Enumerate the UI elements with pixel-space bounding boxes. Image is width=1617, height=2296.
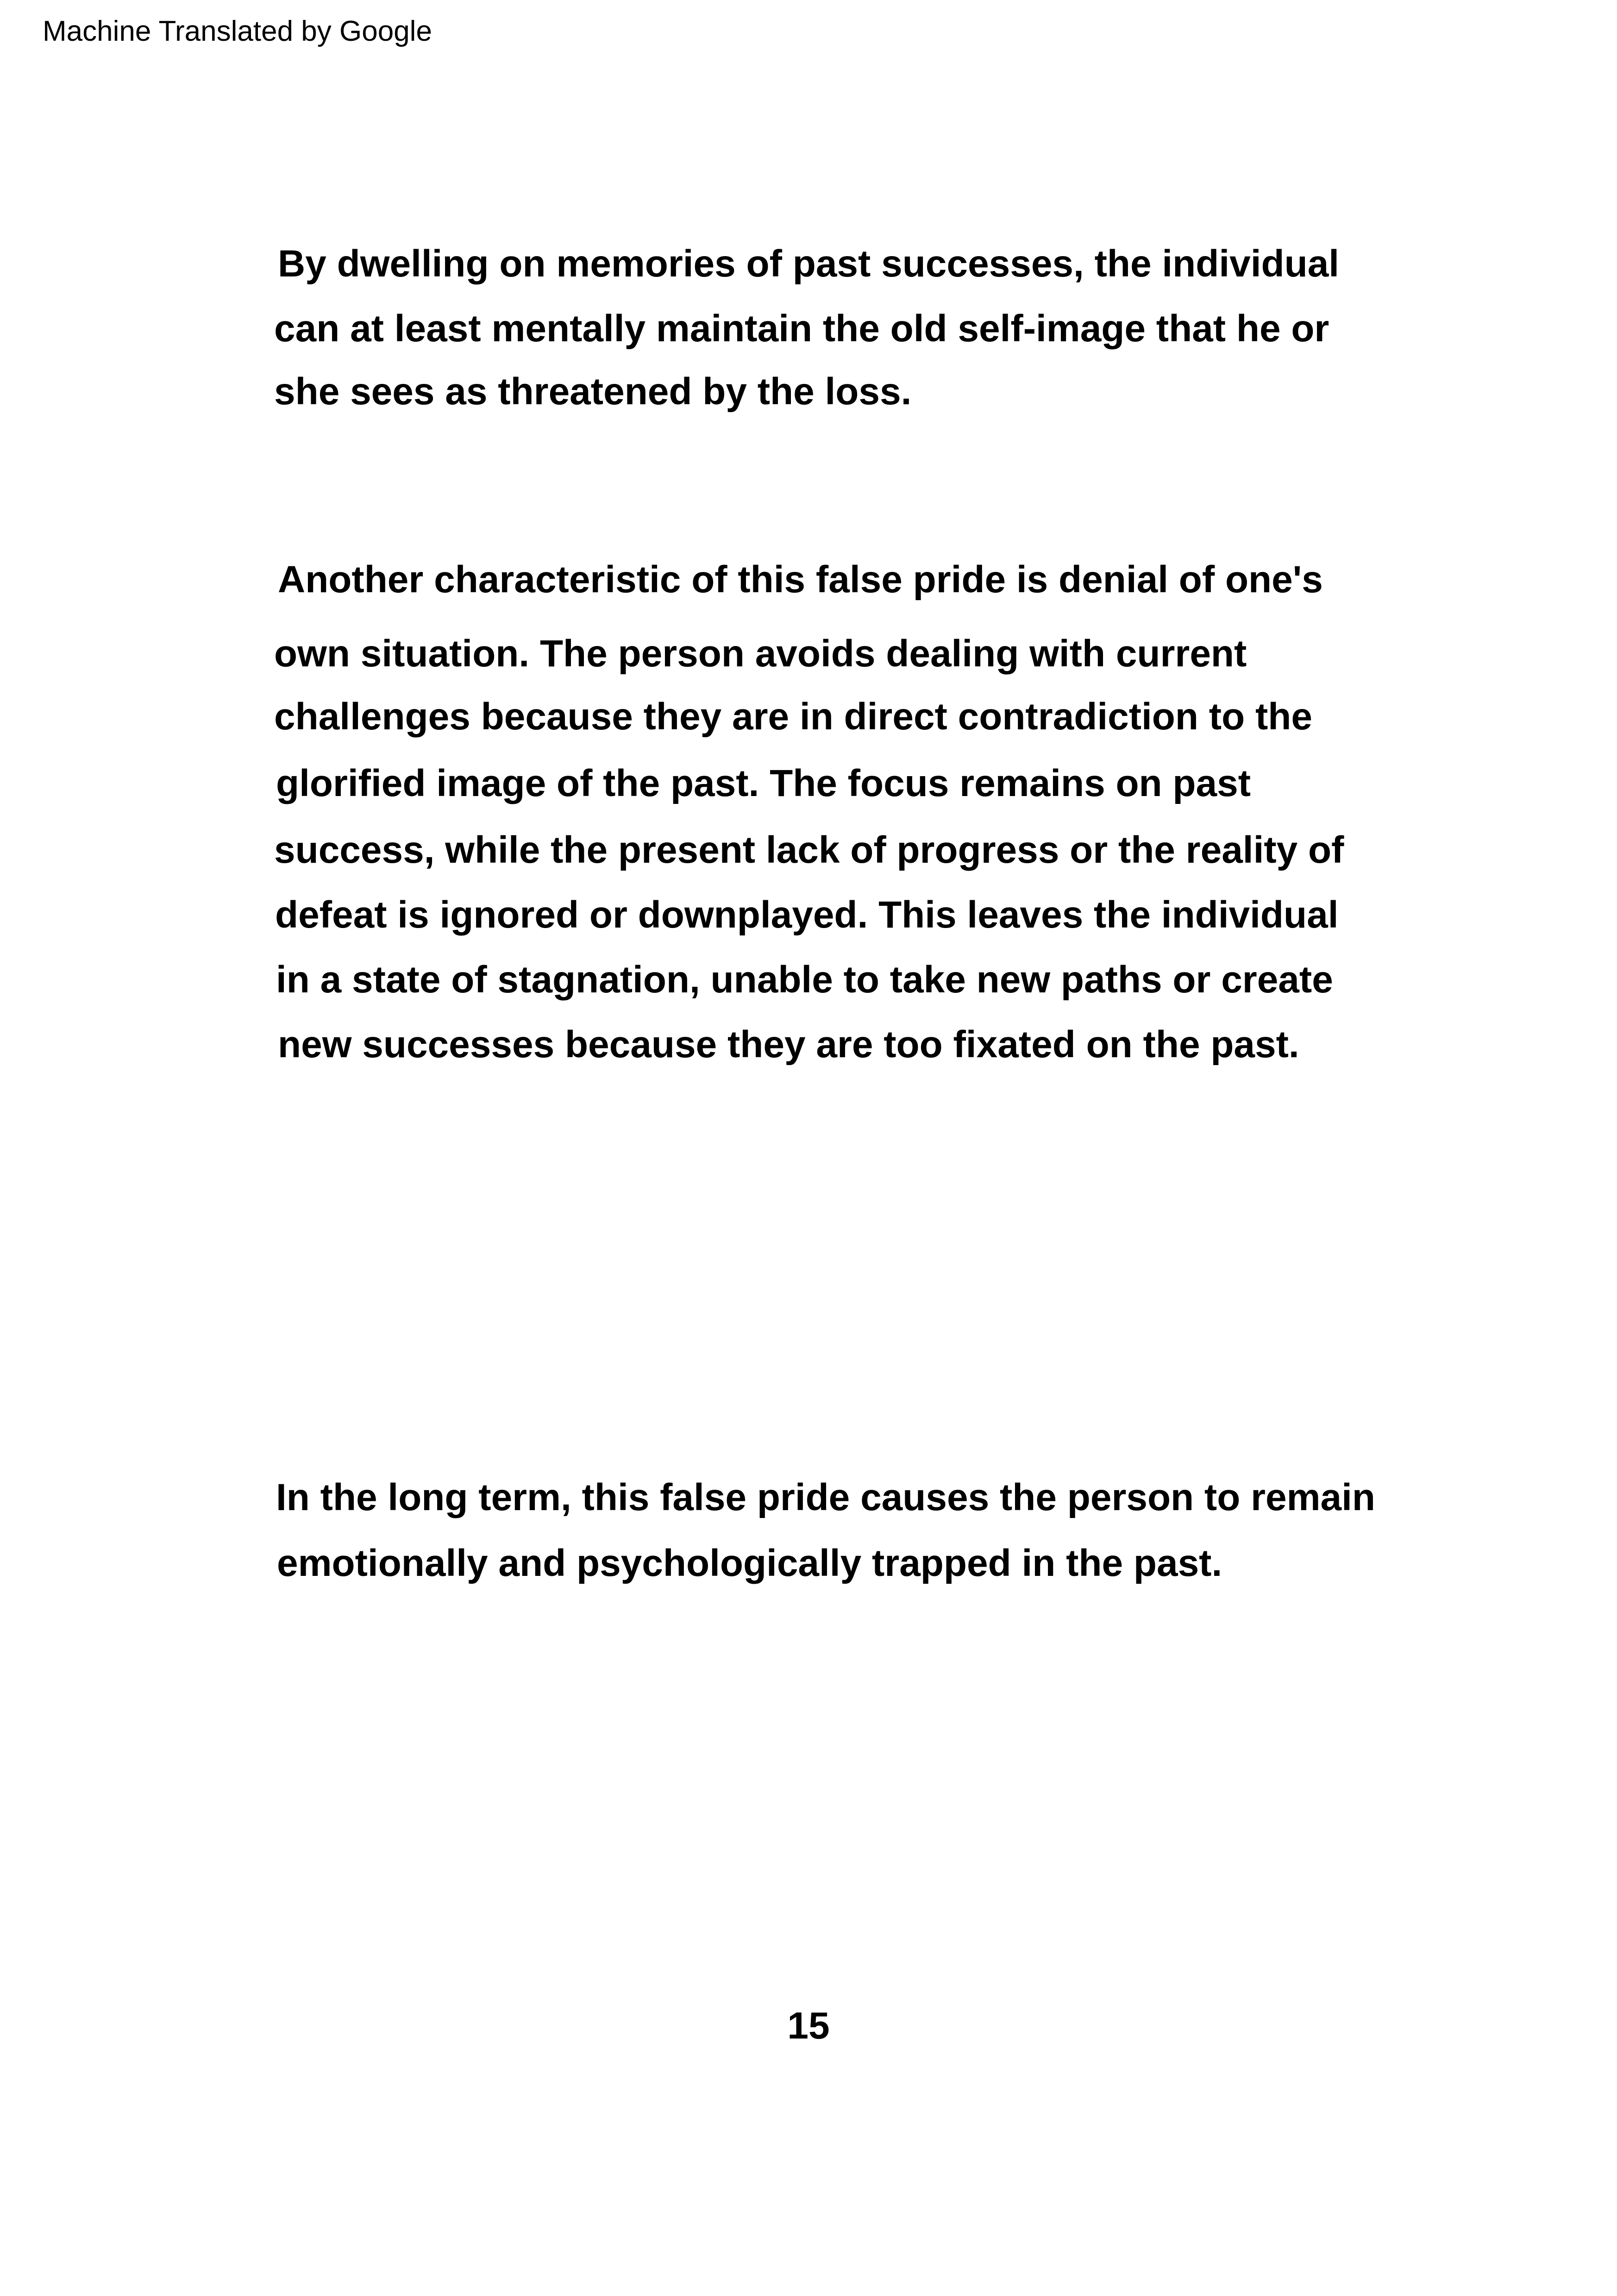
paragraph-line: defeat is ignored or downplayed. This leaves the individual <box>275 894 1339 936</box>
paragraph-line: success, while the present lack of progress or the reality of <box>274 829 1344 871</box>
paragraph-line: can at least mentally maintain the old self-image that he or <box>274 307 1329 350</box>
paragraph-line: she sees as threatened by the loss. <box>274 370 912 413</box>
paragraph-line: in a state of stagnation, unable to take new paths or create <box>276 959 1333 1001</box>
paragraph-line: In the long term, this false pride causes the person to remain <box>276 1476 1375 1518</box>
paragraph-line: challenges because they are in direct contradiction to the <box>274 696 1312 738</box>
machine-translation-note: Machine Translated by Google <box>43 15 432 47</box>
paragraph-line: new successes because they are too fixated on the past. <box>278 1023 1299 1066</box>
paragraph-line: own situation. The person avoids dealing with current <box>274 633 1247 675</box>
paragraph-line: Another characteristic of this false pride is denial of one's <box>278 558 1323 601</box>
paragraph-line: By dwelling on memories of past successes, the individual <box>278 243 1340 285</box>
paragraph-line: emotionally and psychologically trapped in the past. <box>277 1542 1222 1584</box>
paragraph-line: glorified image of the past. The focus remains on past <box>276 762 1251 804</box>
page-number: 15 <box>787 2005 830 2047</box>
